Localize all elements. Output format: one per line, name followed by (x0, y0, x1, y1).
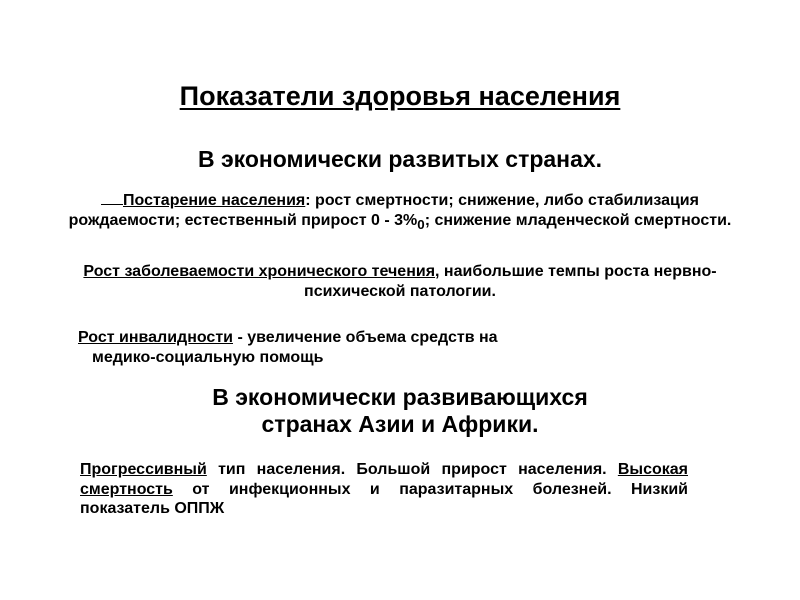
developing-heading-line1: В экономически развивающихся (212, 384, 588, 410)
disability-paragraph (78, 328, 698, 367)
progressive-term: Прогрессивный (80, 461, 207, 478)
developed-countries-heading: В экономически развитых странах. (197, 146, 603, 172)
high-mortality-term: Высокая смертность (80, 461, 688, 498)
aging-tail: ; снижение младенческой смертности. (424, 211, 732, 229)
page-title (0, 79, 800, 113)
permille-subscript: 0 (417, 216, 425, 232)
developing-countries-heading (0, 384, 800, 438)
developing-paragraph (80, 460, 688, 519)
disability-text-line2: медико-социальную помощь (92, 348, 324, 366)
disability-term: Рост инвалидности (78, 329, 233, 346)
developing-heading-line2: странах Азии и Африки. (261, 411, 539, 437)
high-mortality-text: от инфекционных и паразитарных болезней. Низкий показатель ОППЖ (80, 480, 688, 517)
chronic-term: Рост заболеваемости хронического течения (83, 263, 436, 280)
page-title-text: Показатели здоровья населения (179, 81, 621, 111)
disability-text: - увеличение объема средств на (233, 329, 498, 346)
aging-paragraph (60, 191, 740, 234)
chronic-text: , наибольшие темпы роста нервно-психической патологии. (304, 263, 717, 300)
progressive-text: тип населения. Большой прирост населения. (206, 461, 618, 478)
aging-text: : рост смертности; снижение, либо стабилизация рождаемости; естественный прирост 0 - 3% (68, 192, 699, 229)
chronic-disease-paragraph (60, 262, 740, 301)
indent-underline (101, 191, 123, 205)
aging-term: Постарение населения (123, 192, 306, 209)
